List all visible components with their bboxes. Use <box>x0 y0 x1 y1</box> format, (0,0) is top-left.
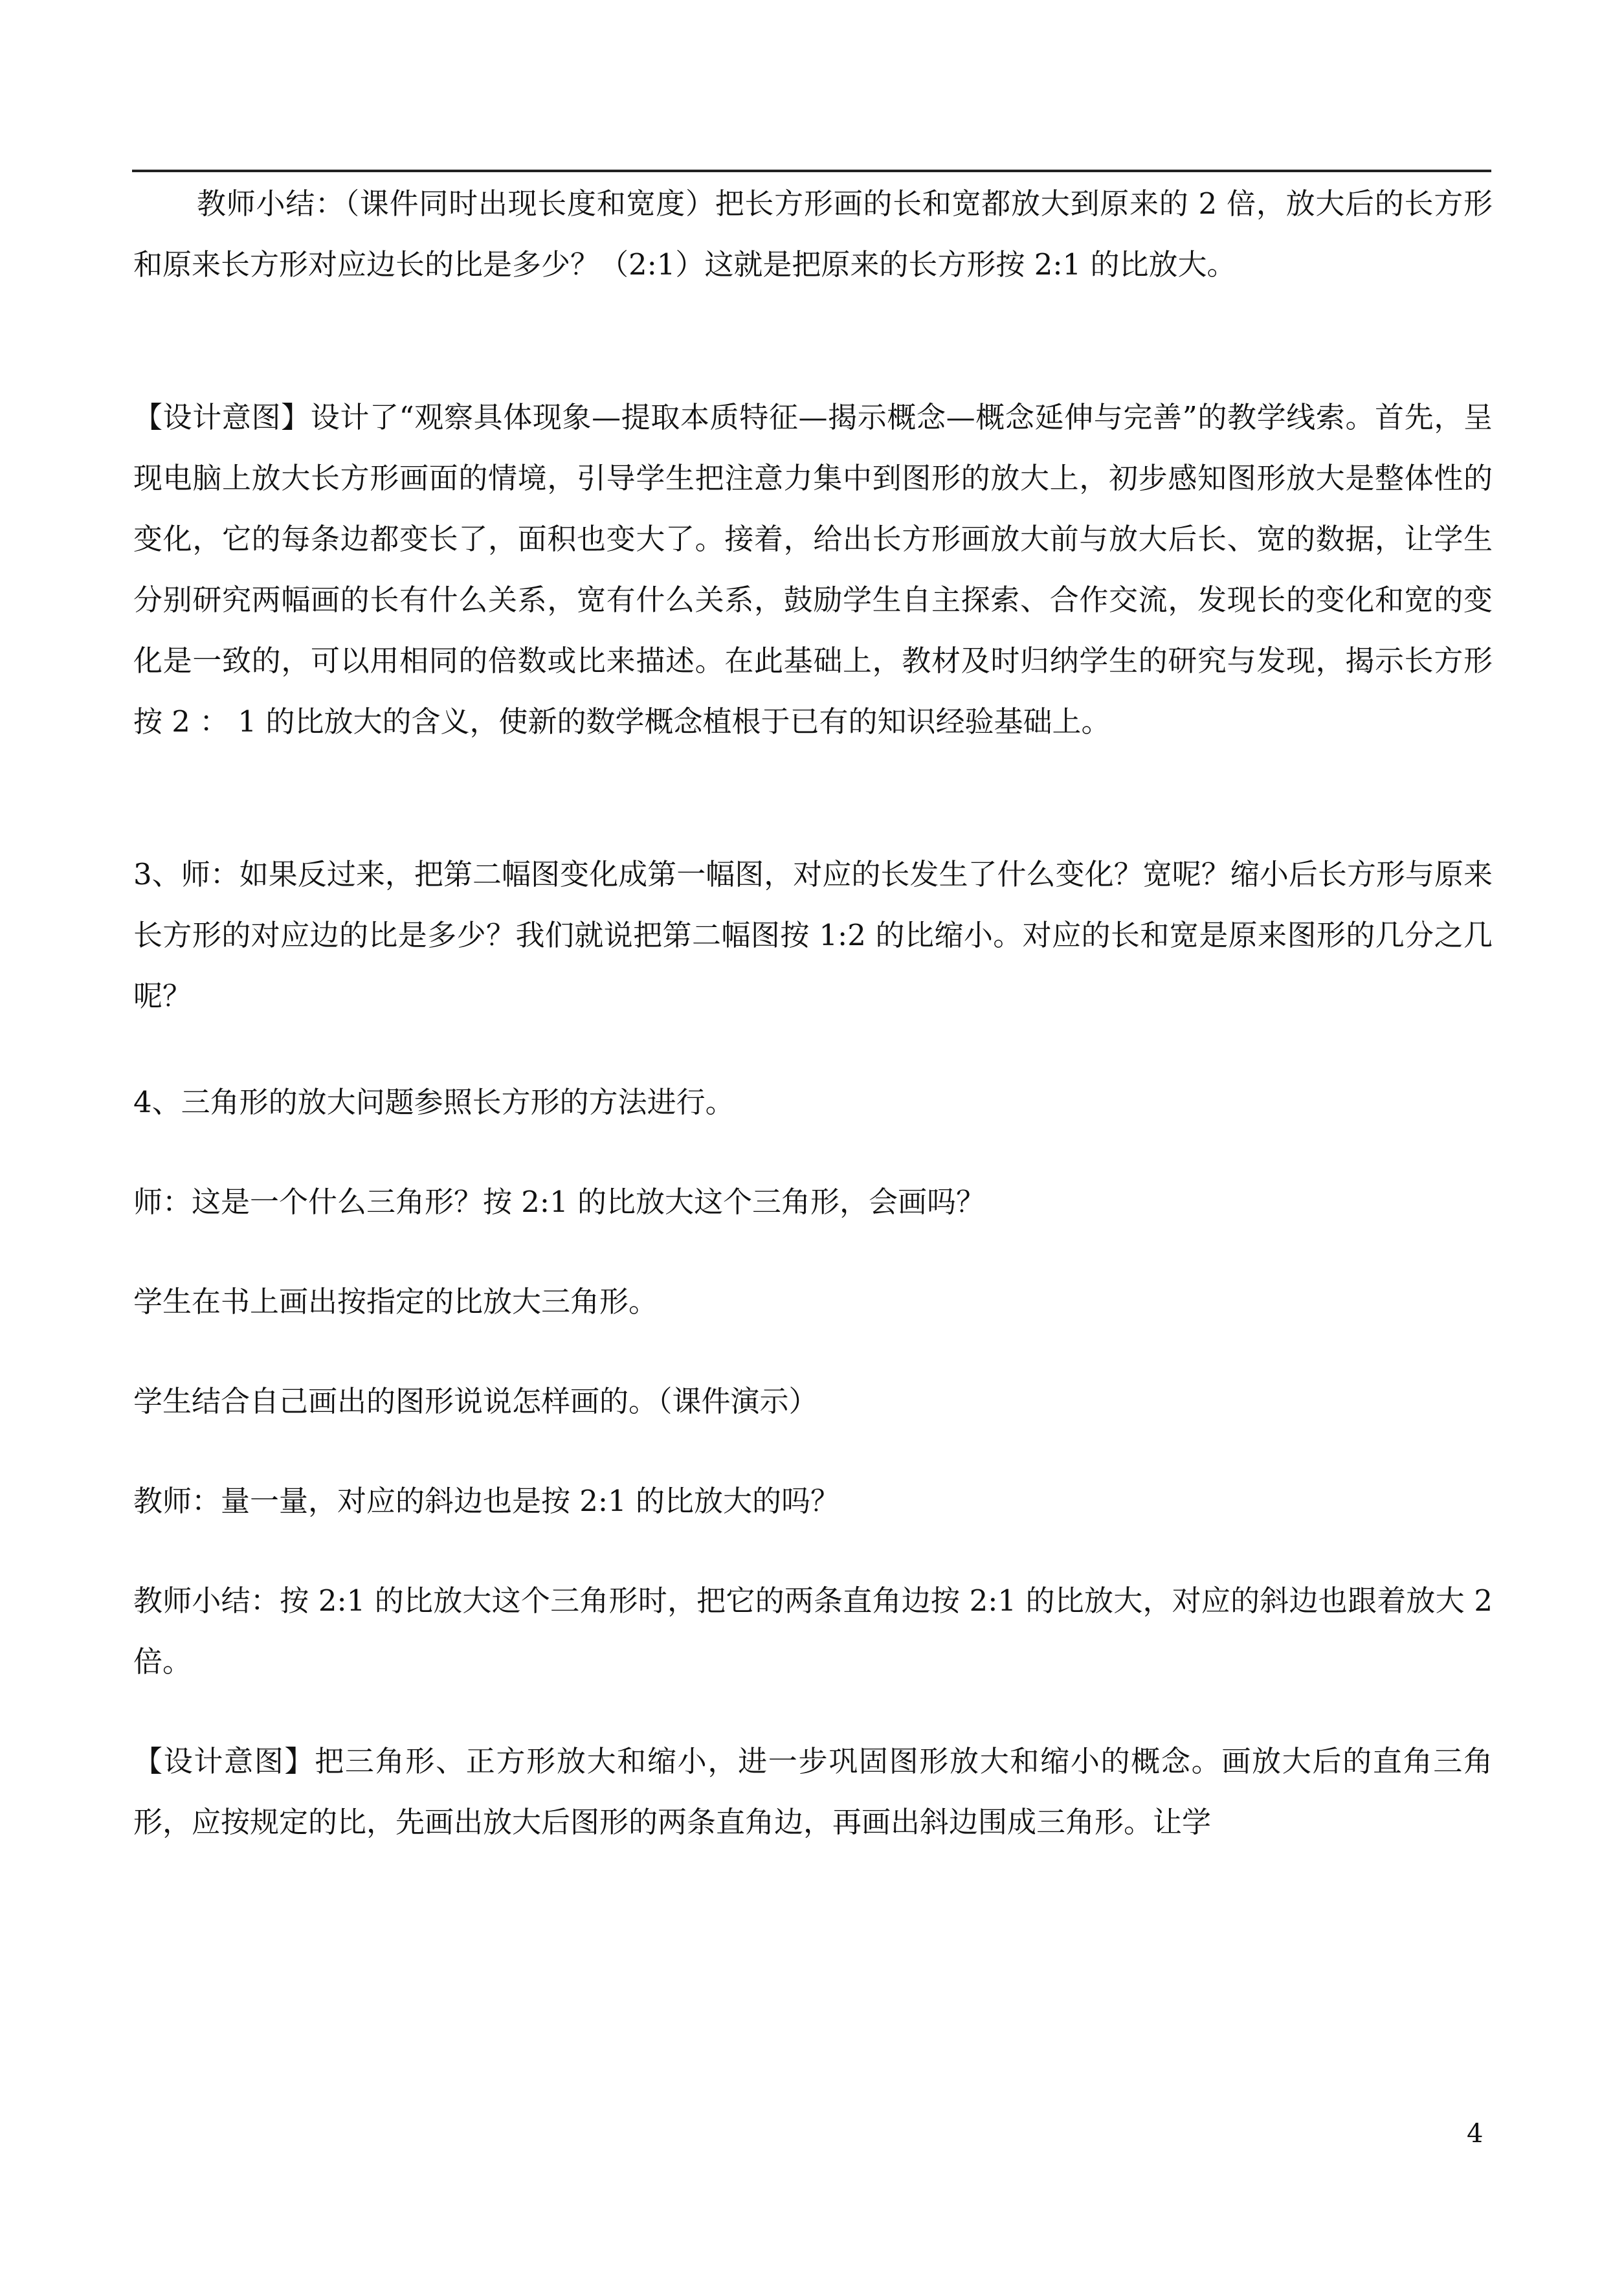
paragraph-teacher-measure: 教师：量一量，对应的斜边也是按 2:1 的比放大的吗？ <box>133 1484 840 1518</box>
paragraph-student-draw: 学生在书上画出按指定的比放大三角形。 <box>133 1284 658 1319</box>
paragraph-teacher-summary-rectangle: 教师小结：（课件同时出现长度和宽度）把长方形画的长和宽都放大到原来的 2 倍，放大后的长方形和原来长方形对应边长的比是多少？（2:1）这就是把原来的长方形按 2:1 的比放大。 <box>133 186 1493 282</box>
paragraph-teacher-summary-triangle: 教师小结：按 2:1 的比放大这个三角形时，把它的两条直角边按 2:1 的比放大，对应的斜边也跟着放大 2 倍。 <box>133 1583 1493 1679</box>
paragraph-design-intent-2: 【设计意图】把三角形、正方形放大和缩小，进一步巩固图形放大和缩小的概念。画放大后的直角三角形，应按规定的比，先画出放大后图形的两条直角边，再画出斜边围成三角形。让学 <box>133 1744 1493 1839</box>
document-body <box>133 173 1493 1853</box>
paragraph-step-4: 4、三角形的放大问题参照长方形的方法进行。 <box>133 1085 735 1119</box>
page-number: 4 <box>1467 2119 1484 2149</box>
paragraph-teacher-question: 师：这是一个什么三角形？按 2:1 的比放大这个三角形，会画吗？ <box>133 1185 986 1219</box>
paragraph-step-3: 3、师：如果反过来，把第二幅图变化成第一幅图，对应的长发生了什么变化？宽呢？缩小后长方形与原来长方形的对应边的比是多少？我们就说把第二幅图按 1:2 的比缩小。对应的长和宽是原来图形的几分之几呢？ <box>133 857 1493 1013</box>
paragraph-design-intent-1: 【设计意图】设计了“观察具体现象—提取本质特征—揭示概念—概念延伸与完善”的教学线索。首先，呈现电脑上放大长方形画面的情境，引导学生把注意力集中到图形的放大上，初步感知图形放大是整体性的变化，它的每条边都变长了，面积也变大了。接着，给出长方形画放大前与放大后长、宽的数据，让学生分别研究两幅画的长有什么关系，宽有什么关系，鼓励学生自主探索、合作交流，发现长的变化和宽的变化是一致的，可以用相同的倍数或比来描述。在此基础上，教材及时归纳学生的研究与发现，揭示长方形按 2 ： 1 的比放大的含义，使新的数学概念植根于已有的知识经验基础上。 <box>133 400 1493 739</box>
paragraph-student-explain: 学生结合自己画出的图形说说怎样画的。（课件演示） <box>133 1384 818 1418</box>
header-rule <box>132 170 1491 172</box>
